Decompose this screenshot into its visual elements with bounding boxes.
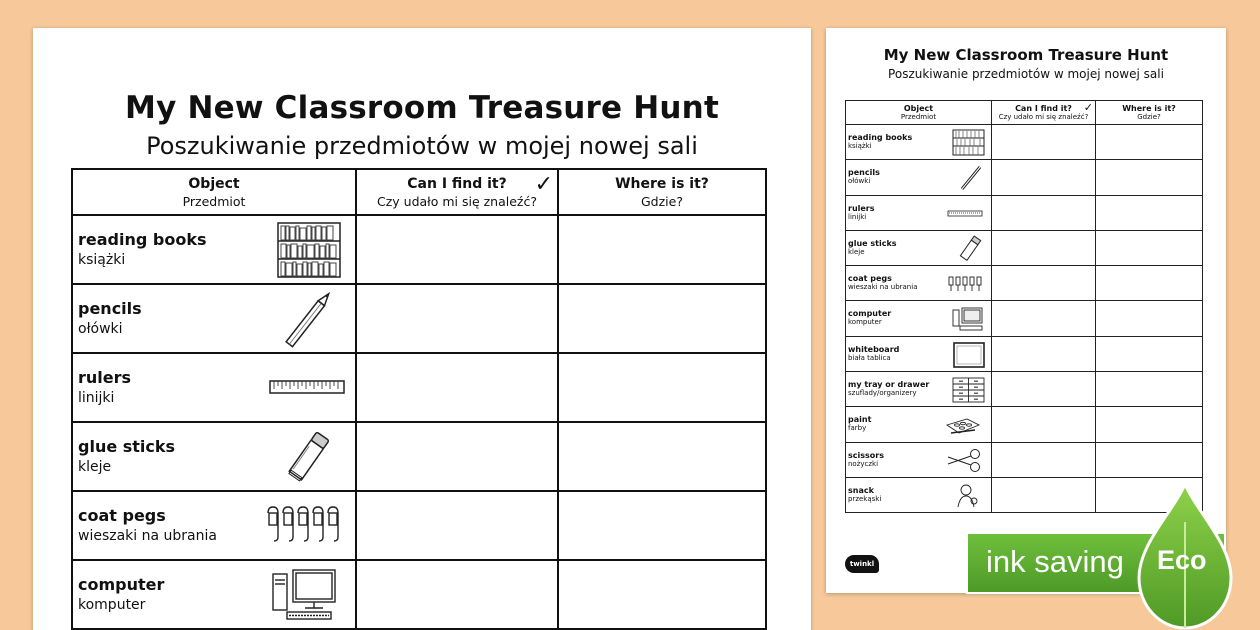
- item-name-pl: kleje: [78, 459, 112, 475]
- where-cell[interactable]: [1096, 160, 1203, 195]
- item-name-en: pencils: [78, 299, 142, 318]
- table-row: [846, 301, 1203, 336]
- item-name-pl: komputer: [78, 597, 146, 613]
- item-name-en: scissors: [848, 450, 884, 460]
- item-name-en: coat pegs: [78, 506, 166, 525]
- table-row: [72, 560, 766, 629]
- item-name-pl: nożyczki: [848, 459, 879, 468]
- table-header-row: [846, 101, 1203, 125]
- table-row: [846, 125, 1203, 160]
- object-cell: [846, 407, 992, 442]
- header-find-en: Can I find it?: [1015, 104, 1072, 113]
- where-cell[interactable]: [558, 560, 766, 629]
- object-cell: [72, 215, 356, 284]
- item-name-pl: szuflady/organizery: [848, 389, 917, 398]
- where-cell[interactable]: [1096, 266, 1203, 301]
- find-cell[interactable]: [992, 195, 1096, 230]
- preview-subtitle: Poszukiwanie przedmiotów w mojej nowej sali: [888, 67, 1164, 81]
- checkmark-icon: ✓: [534, 172, 553, 197]
- object-cell: [846, 125, 992, 160]
- glue-stick-icon: [269, 428, 345, 486]
- item-name-pl: wieszaki na ubrania: [78, 528, 217, 544]
- whiteboard-icon: [950, 341, 986, 368]
- pencil-icon: [950, 164, 986, 191]
- where-cell[interactable]: [558, 284, 766, 353]
- item-name-pl: ołówki: [848, 177, 871, 186]
- header-object-pl: Przedmiot: [182, 193, 246, 209]
- table-row: [846, 160, 1203, 195]
- header-find-en: Can I find it?: [407, 175, 507, 192]
- bookshelf-icon: [950, 129, 986, 156]
- find-cell[interactable]: [356, 353, 558, 422]
- drawer-icon: [950, 376, 986, 403]
- item-name-en: reading books: [848, 133, 913, 142]
- table-header-row: [72, 169, 766, 215]
- find-cell[interactable]: [992, 230, 1096, 265]
- eco-label: Eco: [1157, 545, 1207, 575]
- where-cell[interactable]: [1096, 336, 1203, 371]
- treasure-hunt-table: [71, 168, 767, 630]
- item-name-pl: książki: [78, 252, 126, 268]
- item-name-en: glue sticks: [848, 238, 897, 248]
- where-cell[interactable]: [558, 215, 766, 284]
- item-name-en: computer: [78, 575, 165, 594]
- checkmark-icon: ✓: [1083, 101, 1093, 114]
- header-find: [992, 101, 1096, 125]
- preview-table: [845, 100, 1203, 513]
- header-where-pl: Gdzie?: [1137, 113, 1161, 121]
- ruler-icon: [941, 200, 989, 227]
- where-cell[interactable]: [1096, 372, 1203, 407]
- object-cell: [72, 353, 356, 422]
- scissors-icon: [942, 447, 986, 474]
- where-cell[interactable]: [558, 353, 766, 422]
- table-row: [72, 422, 766, 491]
- table-row: [72, 491, 766, 560]
- item-name-pl: kleje: [848, 247, 865, 256]
- table-row: [846, 266, 1203, 301]
- object-cell: [846, 230, 992, 265]
- header-object: [846, 101, 992, 125]
- find-cell[interactable]: [992, 301, 1096, 336]
- header-find-pl: Czy udało mi się znaleźć?: [377, 193, 537, 209]
- worksheet-large: [33, 28, 811, 630]
- ink-saving-text: ink saving: [986, 544, 1124, 579]
- find-cell[interactable]: [356, 560, 558, 629]
- find-cell[interactable]: [992, 336, 1096, 371]
- worksheet-subtitle: Poszukiwanie przedmiotów w mojej nowej sali: [146, 132, 698, 160]
- find-cell[interactable]: [356, 284, 558, 353]
- header-object-en: Object: [903, 104, 934, 113]
- object-cell: [846, 442, 992, 477]
- find-cell[interactable]: [992, 442, 1096, 477]
- where-cell[interactable]: [1096, 195, 1203, 230]
- item-name-en: reading books: [78, 230, 207, 249]
- table-row: [846, 407, 1203, 442]
- bookshelf-icon: [269, 221, 345, 279]
- object-cell: [846, 195, 992, 230]
- where-cell[interactable]: [558, 491, 766, 560]
- object-cell: [72, 284, 356, 353]
- paint-icon: [940, 411, 986, 438]
- header-where-pl: Gdzie?: [641, 193, 683, 209]
- table-row: [72, 284, 766, 353]
- item-name-pl: wieszaki na ubrania: [848, 283, 918, 292]
- find-cell[interactable]: [992, 372, 1096, 407]
- twinkl-logo: twinkl: [845, 555, 879, 573]
- where-cell[interactable]: [1096, 407, 1203, 442]
- worksheet-title: My New Classroom Treasure Hunt: [125, 90, 719, 126]
- snack-icon: [950, 482, 986, 509]
- object-cell: [72, 560, 356, 629]
- item-name-en: my tray or drawer: [848, 380, 930, 390]
- ruler-icon: [261, 359, 353, 417]
- table-row: [72, 353, 766, 422]
- where-cell[interactable]: [1096, 125, 1203, 160]
- find-cell[interactable]: [992, 477, 1096, 512]
- table-row: [846, 230, 1203, 265]
- table-row: [846, 372, 1203, 407]
- header-object-en: Object: [188, 175, 240, 192]
- header-where-en: Where is it?: [1122, 104, 1176, 113]
- header-where: [1096, 101, 1203, 125]
- coat-pegs-icon: [944, 270, 986, 297]
- where-cell[interactable]: [1096, 301, 1203, 336]
- object-cell: [846, 266, 992, 301]
- item-name-pl: farby: [848, 424, 867, 433]
- where-cell[interactable]: [1096, 442, 1203, 477]
- object-cell: [846, 372, 992, 407]
- item-name-pl: biała tablica: [848, 353, 891, 362]
- item-name-en: rulers: [848, 203, 875, 213]
- item-name-en: coat pegs: [848, 274, 892, 284]
- table-row: [846, 336, 1203, 371]
- find-cell[interactable]: [356, 215, 558, 284]
- item-name-pl: linijki: [78, 390, 115, 406]
- object-cell: [846, 336, 992, 371]
- object-cell: [72, 491, 356, 560]
- object-cell: [846, 301, 992, 336]
- find-cell[interactable]: [992, 266, 1096, 301]
- header-where-en: Where is it?: [615, 175, 709, 192]
- item-name-en: pencils: [848, 168, 880, 178]
- table-row: [846, 442, 1203, 477]
- item-name-pl: książki: [848, 142, 872, 150]
- item-name-en: glue sticks: [78, 437, 176, 456]
- item-name-en: snack: [848, 485, 874, 495]
- header-where: [558, 169, 766, 215]
- computer-icon: [269, 566, 345, 624]
- where-cell[interactable]: [1096, 230, 1203, 265]
- glue-stick-icon: [950, 235, 986, 262]
- where-cell[interactable]: [558, 422, 766, 491]
- pencil-icon: [269, 290, 345, 348]
- item-name-pl: przekąski: [848, 494, 882, 503]
- coat-pegs-icon: [263, 497, 345, 555]
- item-name-pl: linijki: [848, 212, 867, 221]
- object-cell: [846, 477, 992, 512]
- header-find: [356, 169, 558, 215]
- computer-icon: [950, 305, 986, 332]
- header-object: [72, 169, 356, 215]
- header-object-pl: Przedmiot: [900, 113, 937, 121]
- find-cell[interactable]: [356, 422, 558, 491]
- object-cell: [72, 422, 356, 491]
- item-name-en: rulers: [78, 368, 132, 387]
- item-name-en: computer: [848, 309, 892, 319]
- item-name-en: whiteboard: [848, 344, 900, 354]
- find-cell[interactable]: [992, 407, 1096, 442]
- find-cell[interactable]: [992, 125, 1096, 160]
- item-name-pl: komputer: [848, 318, 882, 327]
- item-name-en: paint: [848, 415, 872, 425]
- header-find-pl: Czy udało mi się znaleźć?: [998, 113, 1089, 121]
- object-cell: [846, 160, 992, 195]
- preview-title: My New Classroom Treasure Hunt: [883, 46, 1169, 64]
- find-cell[interactable]: [992, 160, 1096, 195]
- item-name-pl: ołówki: [78, 321, 123, 337]
- table-row: [72, 215, 766, 284]
- table-row: [846, 195, 1203, 230]
- find-cell[interactable]: [356, 491, 558, 560]
